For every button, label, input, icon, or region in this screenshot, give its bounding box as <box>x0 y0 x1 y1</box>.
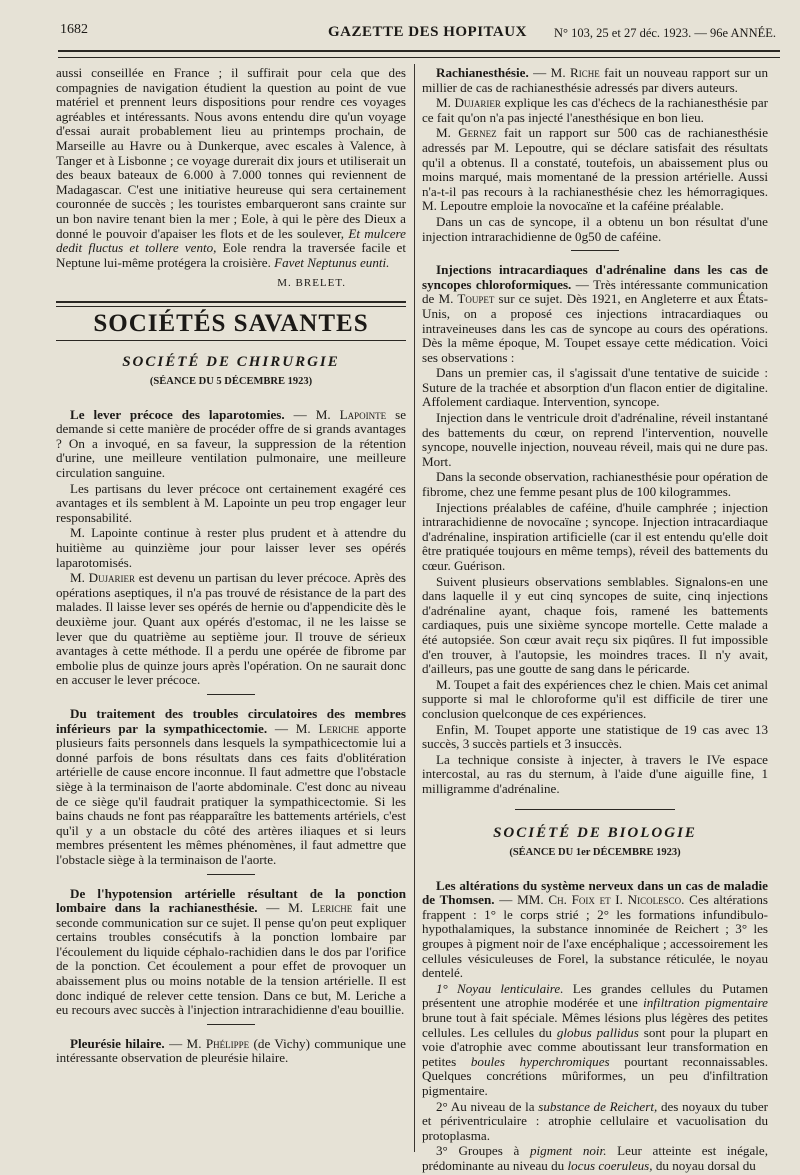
article-pleuresie: Pleurésie hilaire. — M. Phélippe (de Vichy) communique une intéressante observation de pleurésie hilaire. <box>56 1035 406 1066</box>
article-divider <box>571 250 619 251</box>
article-title: Du traitement des troubles circulatoires des membres inférieurs par la sympathicectomie. <box>56 705 406 736</box>
article-lever-precoce: Le lever précoce des laparotomies. — M. Lapointe se demande si cette manière de procéder offre de si grands avantages ? On a invoqué, en sa faveur, la suppression de la rétention d'urine, une meilleure ventilation pulmonaire, une meilleure circulation sanguine. <box>56 406 407 481</box>
article-title: Injections intracardiaques d'adrénaline dans les cas de syncopes chloroformiques. <box>422 262 768 292</box>
paragraph-text: des noyaux du tuber et périventriculaire : atrophie cellulaire et vacuolisation du protoplasma. <box>422 1098 768 1143</box>
article-title: Pleurésie hilaire. <box>70 1035 165 1051</box>
article-text: se demande si cette manière de procéder offre de si grands avantages ? On a invoqué, en sa faveur, la suppression de la rétention d'urine, une meilleure ventilation pulmonaire, une meilleure circulation sanguine. <box>56 406 407 481</box>
paragraph: Injections préalables de caféine, d'huile camphrée ; injection intrarachidienne de novocaïne ; syncope. Injection intracardiaque d'adrénaline, inspiration artificielle (car il est entendu qu'elle doit être pratiquée toujours en même temps), réveil des battements du cœur. Guérison. <box>422 499 768 573</box>
paragraph-text: explique les cas d'échecs de la rachianesthésie par ce fait qu'on n'a pas injecté l'anesthésique en bon lieu. <box>422 95 769 125</box>
article-title: Le lever précoce des laparotomies. <box>70 406 285 422</box>
article-divider <box>207 1024 255 1025</box>
right-column <box>422 66 768 1175</box>
paragraph-text: du noyau dorsal du <box>655 1157 756 1173</box>
article-thomsen: Les altérations du système nerveux dans un cas de maladie de Thomsen. — MM. Ch. Foix et I. Nicolesco. Ces altérations frappent : 1° le corps strié ; 2° les formations infundibulo-hypothalamiques, la substance innominée de Reichert ; 3° les groupes à pigment noir de l'axe encéphalique ; accessoirement les cellules vésiculeuses de Forel, la substance réticulée, le noyau dentelé. <box>422 877 769 981</box>
paragraph-text: Leur atteinte est inégale, prédominante au niveau du <box>422 1143 769 1173</box>
society-heading-biologie: SOCIÉTÉ DE BIOLOGIE <box>493 824 697 841</box>
article-rachianesthesie: Rachianesthésie. — M. Riche fait un nouveau rapport sur un millier de cas de rachianesthésie adressés par divers auteurs. <box>422 65 769 95</box>
paragraph: Dans un cas de syncope, il a obtenu un bon résultat d'une injection intrarachidienne de 0g50 de caféine. <box>422 213 768 244</box>
paragraph-text: brune tout à fait spéciale. Mêmes lésions plus légères des petites cellules. Les cellules du <box>422 1010 768 1040</box>
intro-text-cont: Eole rendra la traversée facile et Neptune lui-même protégera la croisière. <box>56 240 406 270</box>
italic-term: infiltration pigmentaire <box>643 995 768 1011</box>
italic-term: substance de Reichert, <box>538 1098 658 1114</box>
society-heading-chirurgie: SOCIÉTÉ DE CHIRURGIE <box>122 353 340 370</box>
paragraph: M. Lapointe continue à rester plus prudent et à attendre du huitième au quinzième jour pour laisser lever ses opérés laparotomisés. <box>56 525 406 570</box>
article-lead: Très intéressante communication de <box>422 276 768 307</box>
article-title: Rachianesthésie. <box>436 65 529 80</box>
italic-term: globus pallidus <box>556 1024 639 1040</box>
paragraph <box>422 1144 768 1173</box>
paragraph <box>422 96 768 125</box>
paragraph-text: 2° Au niveau de la <box>436 1098 535 1114</box>
article-text: apporte plusieurs faits personnels dans lesquels la sympathicectomie lui a donné parfois de bons résultats dans ces faits d'oblitération artérielle de cause encore inconnue. Il faut admettre que l'obstacle siège à la terminaison de l'aorte abdominale. C'est donc au niveau de ce siège qu'il faudrait pratiquer la sympathicectomie. Si les bains chauds ne font pas réapparaître les battements artériels, c'est qu'il y a un obstacle du côté des artères iliaques et si leurs membres présentent les mêmes phénomènes, il faut admettre que l'obstacle siège à la terminaison de l'aorte. <box>56 720 407 867</box>
article-text: Ces altérations frappent : 1° le corps strié ; 2° les formations infundibulo-hypothalamiques, la substance innominée de Reichert ; 3° les groupes à pigment noir de l'axe encéphalique ; accessoirement les cellules vésiculeuses de Forel, la substance réticulée, le noyau dentelé. <box>422 892 769 981</box>
header-rule <box>58 50 780 58</box>
journal-title: GAZETTE DES HOPITAUX <box>328 24 527 40</box>
article-injections-intracardiaques: Injections intracardiaques d'adrénaline dans les cas de syncopes chloroformiques. — Très intéressante communication de M. Toupet sur ce sujet. Dès 1921, en Angleterre et aux États-Unis, on a proposé ces injections intracardiaques ou intraveineuses dans les cas de syncope au cours des opérations. Dès la même époque, M. Toupet essaye cette médication. Voici ses observations : <box>422 262 768 365</box>
article-author: M. Riche <box>550 65 600 80</box>
seance-date: (SÉANCE DU 5 DÉCEMBRE 1923) <box>149 376 313 388</box>
article-author: M. Lapointe <box>315 406 387 422</box>
paragraph <box>422 1100 768 1144</box>
article-text: (de Vichy) communique une intéressante observation de pleurésie hilaire. <box>56 1035 406 1066</box>
italic-term: pigment noir. <box>529 1143 607 1159</box>
paragraph <box>56 571 406 688</box>
article-author: M. Toupet <box>438 291 495 307</box>
paragraph-text: est devenu un partisan du lever précoce. Après des opérations aseptiques, il n'a pas trouvé de résistance de la part des malades. Il laisse lever ses opérés de hernie ou d'appendicite dès le deuxième jour. Quant aux opérés d'estomac, il ne les laisse se lever que du quatrième au septième jour. Il trouve de sérieux avantages à cette méthode. Il a perdu une opérée de fibrome par embolie plus de quinze jours après l'opération. On ne saurait donc en accuser le lever précoce. <box>56 570 406 688</box>
section-title: SOCIÉTÉS SAVANTES <box>93 309 369 337</box>
article-author: M. Gernez <box>436 125 497 141</box>
italic-term: boules hyperchromiques <box>470 1053 610 1069</box>
article-author: M. Leriche <box>295 720 359 736</box>
issue-info: N° 103, 25 et 27 déc. 1923. — 96e ANNÉE. <box>554 26 776 40</box>
paragraph <box>422 126 768 214</box>
paragraph-text: sont pour la plupart en voie d'atrophie avec comme aboutissant leur transformation en petites <box>422 1024 768 1069</box>
paragraph: Dans un premier cas, il s'agissait d'une tentative de suicide : Suture de la trachée et absorption d'un flacon entier de digitaline. Affolement cardiaque. Intervention, syncope. <box>422 365 768 410</box>
article-divider <box>207 874 255 875</box>
paragraph: Suivent plusieurs observations semblables. Signalons-en une dans laquelle il y eut cinq syncopes de suite, cinq injections d'adrénaline ayant, chaque fois, ramené les battements cardiaques, puis une sixième syncope mortelle. Cette malade a été autopsiée. Son cœur avait reçu six piqûres. Il fut impossible d'en trouver, à l'autopsie, les moindres traces. Il n'y avait, d'ailleurs, pas une goutte de sang dans le péricarde. <box>422 573 768 677</box>
latin-quote: Et mulcere dedit fluctus et tollere vento, <box>56 225 406 256</box>
paragraph: Les partisans du lever précoce ont certainement exagéré ces avantages et ils semblent à M. Lapointe un peu trop engager leur responsabilité. <box>56 480 406 525</box>
article-text: fait une seconde communication sur ce sujet. Il pense qu'on peut expliquer certains troubles consécutifs à la ponction lombaire par l'écoulement du liquide céphalo-rachidien dans le dos par l'orifice de la ponction. Cet écoulement a pour effet de provoquer un abaissement plus ou moins notable de la tension artérielle. Il est donc indiqué de relever cette tension. Dans ce but, M. Leriche a eu recours avec succès à l'injection intrarachidienne d'eau bouillie. <box>56 900 406 1018</box>
article-hypotension: De l'hypotension artérielle résultant de la ponction lombaire dans la rachianesthésie. — M. Leriche fait une seconde communication sur ce sujet. Il pense qu'on peut expliquer certains troubles consécutifs à la ponction lombaire par l'écoulement du liquide céphalo-rachidien dans le dos par l'orifice de la ponction. Cet écoulement a pour effet de provoquer un abaissement plus ou moins notable de la tension artérielle. Il est donc indiqué de relever cette tension. Dans ce but, M. Leriche a eu recours avec succès à l'injection intrarachidienne d'eau bouillie. <box>56 885 406 1018</box>
paragraph: La technique consiste à injecter, à travers le IVe espace intercostal, au ras du sternum, à l'aide d'une aiguille fine, 1 milligramme d'adrénaline. <box>422 751 768 796</box>
article-author: M. Leriche <box>288 900 353 916</box>
article-divider <box>207 694 255 695</box>
paragraph <box>422 982 768 1099</box>
paragraph: Enfin, M. Toupet apporte une statistique de 19 cas avec 13 succès, 3 succès partiels et 3 insuccès. <box>422 721 768 752</box>
column-separator <box>414 64 415 1152</box>
left-column <box>56 66 406 1067</box>
article-text: sur ce sujet. Dès 1921, en Angleterre et aux États-Unis, on a proposé ces injections intracardiaques ou intraveineuses dans les cas de syncope au cours des opérations. Dès la même époque, M. Toupet essaye cette médication. Voici ses observations : <box>422 291 768 365</box>
page-header <box>58 18 780 46</box>
article-author: M. Dujarier <box>436 95 501 111</box>
paragraph-text: Les grandes cellules du Putamen présentent une atrophie modérée et une <box>422 980 768 1011</box>
intro-paragraph <box>56 66 406 270</box>
subsection-lead: 1° Noyau lenticulaire. <box>436 980 564 996</box>
article-title: Les altérations du système nerveux dans un cas de maladie de Thomsen. <box>422 877 768 908</box>
latin-quote-2: Favet Neptunus eunti. <box>274 254 390 270</box>
section-divider <box>515 809 675 810</box>
paragraph: Injection dans le ventricule droit d'adrénaline, réveil instantané des battements du cœur, on reprend l'intervention, nouvelle syncope, nouvelle injection, nouveau réveil, mais qui ne dure pas. Mort. <box>422 410 768 469</box>
article-author: M. Dujarier <box>70 570 136 586</box>
article-author: M. Phélippe <box>186 1035 250 1051</box>
intro-text: aussi conseillée en France ; il suffirait pour cela que des compagnies de navigation étudient la question au point de vue matériel et prennent leurs dispositions pour rendre ces voyages agréables et intéressants. Nous avons entendu dire qu'un voyage d'essai aurait probablement lieu au printemps prochain, de Marseille au Havre ou à Dunkerque, avec escales à Valence, à Tanger et à Lisbonne ; ce voyage durerait dix jours et utiliserait un des beaux bateaux de 6.000 à 7.000 tonnes qui reviennent de Madagascar. C'est une initiative heureuse qui sera certainement couronnée de succès ; les touristes embarqueront sans crainte sur un bon navire tenant bien la mer ; Eole, à qui le père des Dieux a donné le pouvoir d'apaiser les flots et de les soulever, <box>56 65 406 241</box>
article-sympathicectomie: Du traitement des troubles circulatoires des membres inférieurs par la sympathicectomie. — M. Leriche apporte plusieurs faits personnels dans lesquels la sympathicectomie lui a donné parfois de bons résultats dans ces faits d'oblitération artérielle de cause encore inconnue. Il faut admettre que l'obstacle siège à la terminaison de l'aorte abdominale. C'est donc au niveau de ce siège qu'il faudrait pratiquer la sympathicectomie. Si les bains chauds ne font pas réapparaître les battements artériels, c'est qu'il y a un obstacle du côté des artères iliaques et si leurs membres présentent les mêmes phénomènes, il faut admettre que l'obstacle siège à la terminaison de l'aorte. <box>56 705 407 867</box>
seance-date: (SÉANCE DU 1er DÉCEMBRE 1923) <box>509 847 681 859</box>
author-signature: M. BRELET. <box>277 277 346 290</box>
section-rule <box>56 301 406 307</box>
paragraph-text: fait un rapport sur 500 cas de rachianesthésie adressés par M. Lepoutre, qui se déclare satisfait des résultats qu'il a obtenus. Il a constaté, toutefois, un abaissement plus ou moins marqué, mais momentané de la pression artérielle. Aussi n'a-t-il pas recours à la rachianesthésie chez les hémorragiques. M. Lepoutre emploie la novocaïne et la caféine préalable. <box>422 125 769 214</box>
article-author: MM. Ch. Foix et I. Nicolesco. <box>517 892 685 908</box>
italic-term: locus coeruleus, <box>567 1157 653 1173</box>
article-text: fait un nouveau rapport sur un millier de cas de rachianesthésie adressés par divers auteurs. <box>422 65 769 95</box>
paragraph-text: 3° Groupes à <box>436 1143 520 1159</box>
page-number: 1682 <box>60 22 88 37</box>
section-underline <box>56 340 406 341</box>
paragraph: Dans la seconde observation, rachianesthésie pour opération de fibrome, chez une femme pesant plus de 100 kilogrammes. <box>422 469 768 500</box>
article-title: De l'hypotension artérielle résultant de la ponction lombaire dans la rachianesthésie. <box>56 885 406 916</box>
paragraph: M. Toupet a fait des expériences chez le chien. Mais cet animal supporte si mal le chloroforme qu'il est difficile de tirer une conclusion quelconque de ces expériences. <box>422 676 768 721</box>
paragraph-text: pourtant reconnaissables. Quelques concrétions mûriformes, un peu d'infiltration pigmentaire. <box>422 1053 769 1098</box>
